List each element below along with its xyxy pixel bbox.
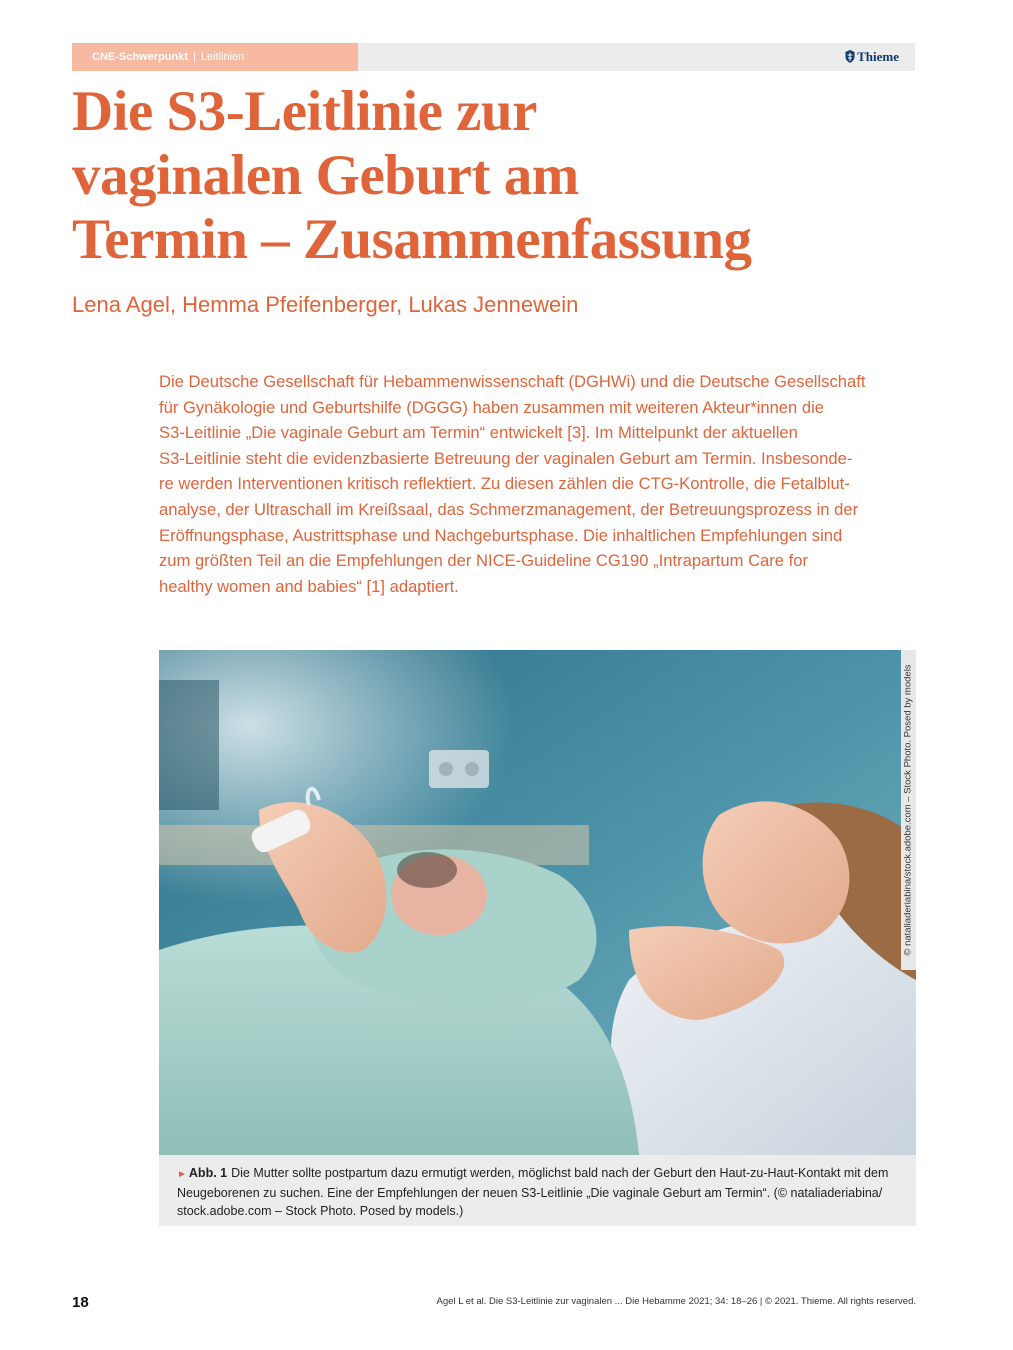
section-tag: [72, 43, 358, 71]
running-header: [72, 43, 915, 71]
abstract-line: zum größten Teil an die Empfehlungen der NICE-Guideline CG190 „Intrapartum Care for: [159, 551, 809, 571]
caption-line: Neugeborenen zu suchen. Eine der Empfehlungen der neuen S3-Leitlinie „Die vaginale Geburt am Termin“. (© nataliaderiabina/: [177, 1186, 883, 1200]
abstract-line: Die Deutsche Gesellschaft für Hebammenwissenschaft (DGHWi) und die Deutsche Gesellschaft: [159, 372, 866, 391]
caption-marker: ►: [177, 1169, 187, 1180]
abstract-line: Eröffnungsphase, Austrittsphase und Nachgeburtsphase. Die inhaltlichen Empfehlungen sind: [159, 525, 843, 545]
abstract-line: S3-Leitlinie steht die evidenzbasierte Betreuung der vaginalen Geburt am Termin. Insbesonde-: [159, 448, 853, 468]
article-title: [72, 80, 932, 272]
figure-photo: [159, 650, 916, 1155]
footer-citation: Agel L et al. Die S3-Leitlinie zur vaginalen ... Die Hebamme 2021; 34: 18–26 | © 2021. Thieme. All rights reserved.: [436, 1296, 916, 1307]
crest-icon: [845, 50, 855, 63]
figure-caption: [159, 1155, 916, 1226]
section-separator: |: [192, 51, 196, 63]
abstract: [159, 369, 919, 599]
caption-line: stock.adobe.com – Stock Photo. Posed by models.): [177, 1204, 464, 1218]
subsection-label: Leitlinien: [200, 51, 245, 63]
publisher-logo: [845, 43, 899, 71]
abstract-line: für Gynäkologie und Geburtshilfe (DGGG) haben zusammen mit weiteren Akteur*innen die: [159, 397, 825, 417]
author-list: Lena Agel, Hemma Pfeifenberger, Lukas Jennewein: [72, 292, 579, 317]
page-number: 18: [72, 1294, 89, 1311]
caption-text: Die Mutter sollte postpartum dazu ermutigt werden, möglichst bald nach der Geburt den Haut-zu-Haut-Kontakt mit dem: [231, 1166, 889, 1180]
section-label: CNE-Schwerpunkt: [92, 51, 188, 63]
caption-line: [177, 1164, 898, 1184]
brand-name: Thieme: [857, 49, 899, 64]
abstract-line: analyse, der Ultraschall im Kreißsaal, das Schmerzmanagement, der Betreuungsprozess in der: [159, 499, 859, 519]
title-line: vaginalen Geburt am: [72, 144, 579, 207]
title-line: Termin – Zusammenfassung: [72, 208, 752, 271]
abstract-line: S3-Leitlinie „Die vaginale Geburt am Termin“ entwickelt [3]. Im Mittelpunkt der aktuellen: [159, 423, 798, 443]
photo-mother-newborn-illustration: [159, 650, 916, 1155]
abstract-line: re werden Interventionen kritisch reflektiert. Zu diesen zählen die CTG-Kontrolle, die Fetalblut-: [159, 474, 850, 494]
caption-label: Abb. 1: [188, 1166, 228, 1180]
photo-credit: © nataliaderiabina/stock.adobe.com – Stock Photo. Posed by models: [902, 664, 914, 956]
title-line: Die S3-Leitlinie zur: [72, 80, 537, 143]
abstract-line: healthy women and babies“ [1] adaptiert.: [159, 576, 459, 596]
